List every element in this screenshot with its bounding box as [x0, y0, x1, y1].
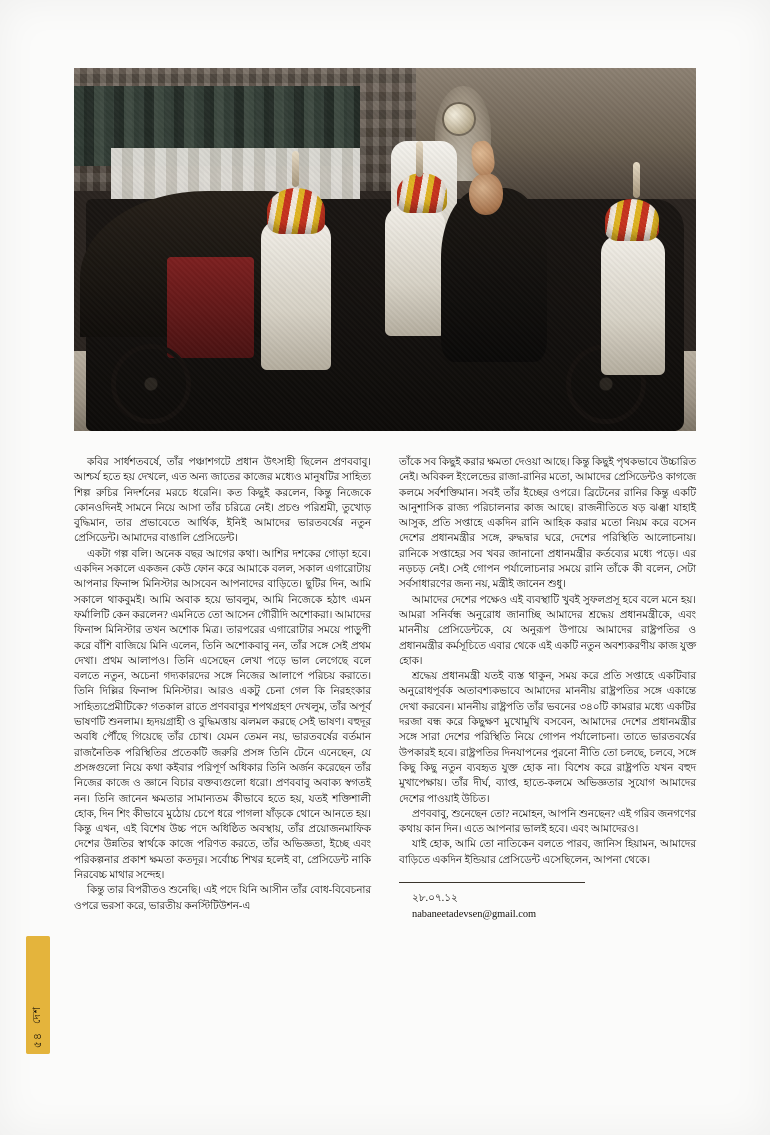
page-side-tab	[26, 936, 50, 1054]
paragraph: কিন্তু তার বিপরীতও শুনেছি। এই পদে যিনি আসীন তাঁর বোধ-বিবেচনার ওপরে ভরসা করে, ভারতীয় কনস্টিটিউশন-এ	[74, 885, 371, 912]
photo-rider-right	[601, 235, 665, 375]
turban-plume-right	[633, 162, 640, 198]
page-number: ৫৪	[31, 1031, 44, 1048]
turban-plume-left	[292, 151, 299, 187]
carriage-wheel-left	[111, 344, 191, 424]
photo-rider-centre	[385, 206, 445, 336]
author-email[interactable]: nabaneetadevsen@gmail.com	[412, 909, 537, 921]
page-side-tab-inner	[26, 936, 50, 1054]
photo-president-figure	[441, 188, 547, 362]
paragraph: তাঁকে সব কিছুই করার ক্ষমতা দেওয়া আছে। কিন্তু কিছুই পৃথকভাবে উচ্চারিত নেই। অবিকল ইংলেন্ডের রাজা-রানির মতো, আমাদের প্রেসিডেন্টও কাগজে কলমে সর্বশক্তিমান। সবই তাঁর ইচ্ছের ওপরে। ব্রিটেনের রানির কিন্তু একটি আনুশাসিক রাজ্য পরিচালনার কাজ আছে। রাজনীতিতে ষড় ঝঞ্ঝা যাহাই আসুক, প্রতি সপ্তাহে একদিন রানি আহিক করার মতো নিয়ম করে বসেন দেশের প্রধানমন্ত্রীর সঙ্গে, রুদ্ধদ্বার ঘরে, দেশের পরিস্থিতি আলোচনায়। রানিকে সপ্তাহের সব খবর জানানো প্রধানমন্ত্রীর কর্তব্যের মধ্যে পড়ে। এর নড়চড় নেই। সেই গোপন পর্যালোচনার সময়ে রানি তাঁকে কী বলেন, সেটা সর্বসাধারণের জন্য নয়, মন্ত্রীই জানেন শুধু।	[399, 457, 696, 591]
paragraph: কবির সার্ধশতবর্ষে, তাঁর পঞ্চাশগটে প্রধান উৎসাহী ছিলেন প্রণববাবু। আশ্চর্য হতে হয় দেখলে, এত অন্য জাতের কাজের মধ্যেও মানুষটির সাহিত্য শিল্প রুচির নিদর্শনের মরচে ধরেনি। কত কিছুই করলেন, কিন্তু নিজেকে কোনওদিনই সামনে নিয়ে আসা তাঁর চরিত্রে নেই। প্রচণ্ড পরিশ্রমী, তুখোড় বুদ্ধিমান, তার প্রভাবেতে আর্থিক, ইনিই আমাদের ভারতবর্ষের নতুন প্রেসিডেন্ট। আমাদের বাঙালি প্রেসিডেন্ট।	[74, 457, 371, 545]
photo-canvas	[74, 68, 696, 431]
article-body	[74, 455, 696, 1075]
text-column-right	[399, 455, 696, 1075]
paragraph: প্রণববাবু, শুনেছেন তো? নমোহন, আপনি শুনছেন? এই গরিব জনগণের কথায় কান দিন। এতে আপনার ভালই হবে। এবং আমাদেরও।	[399, 808, 696, 836]
article-date: ২৮.০৭.১২	[412, 893, 458, 905]
photo-president-head	[469, 173, 503, 215]
photo-rider-left	[261, 220, 331, 370]
signature-divider	[399, 882, 585, 883]
paragraph: শ্রদ্ধেয় প্রধানমন্ত্রী যতই ব্যস্ত থাকুন, সময় করে প্রতি সপ্তাহে একটিবার অনুরোধপূর্বক অতাবশ্যকভাবে আমাদের মাননীয় রাষ্ট্রপতির সঙ্গে একান্তে দেখা করবেন। মাননীয় রাষ্ট্রপতি তাঁর ভবনের ৩৪০টি কামরার মধ্যে একটির দরজা বন্ধ করে কিছুক্ষণ মুখোমুখি বসবেন, আমাদের দেশের প্রধানমন্ত্রীর সঙ্গে সারা দেশের পরিস্থিতি নিয়ে গোপন পর্যালোচনা। তাতে ভারতবর্ষের উপকারই হবে। রাষ্ট্রপতির দিনযাপনের পুরনো নীতি তো চলছে, চলবে, সঙ্গে কিছু কিছু নতুন ব্যবহৃত যুক্ত হোক না। বিশেষ করে রাষ্ট্রপতি যখন বহুদ মুখাপেক্ষায়। তাঁর দীর্ঘ, ব্যাপ্ত, হাতে-কলমে অভিজ্ঞতার সুযোগ আমাদের দেশের পাওয়াই উচিত।	[399, 671, 696, 805]
turban-plume-centre	[416, 141, 423, 177]
ceremonial-turban-icon-left	[267, 188, 325, 234]
ceremonial-turban-icon-right	[605, 199, 659, 241]
paragraph: একটা গল্প বলি। অনেক বছর আগের কথা। আশির দশকের গোড়া হবে। একদিন সকালে একজন কেউ ফোন করে আমাকে বলল, সকাল এগারোটায় আপনার ফিনান্স মিনিস্টার আসবেন আপনাদের বাড়িতে। ছুটির দিন, আমি সকালে থাকবুমই। আমি অবাক হয়ে ভাবলুম, আমি নিজেকে হঠাৎ এমন ফর্মালিটি কেন করলেন? এমনিতে তো আসেন গৌরীদি অশোকরা। আমাদের ফিনান্স মিনিস্টার তখন অশোক মিত্র। তারপরের এগারোটার সময়ে পাড়ুপী করে বাঁশি বাজিয়ে মিনি এলেন, তিনি অশোকবাবু নন, তাঁর সঙ্গে সেই প্রথম দেখা। প্রথম আলাপও। তিনি এসেছেন লেখা পড়ে ভাল লেগেছে বলে বলতে নতুন, অচেনা গদ্যকারদের সঙ্গে নিজের আলাপে পরিচয় করাতে। তিনি দিল্লির ফিনান্স মিনিস্টার। আরও একটু চেনা গেল কি নিরহংকার সাহিত্যপ্রেমীটিকে? গতকাল রাতে প্রণববাবুর শপথগ্রহণ দেখলুম, তাঁর অপূর্ব ভাষণটি শুনলাম। হৃদয়গ্রাহী ও বুদ্ধিমত্তায় ঝলমল করছে সেই ভাষণ। বহুদূর অবধি পৌঁছে গিয়েছে তাঁর চোখ। যেমন তেমন নয়, ভারতবর্ষের বর্তমান রাজনৈতিক পরিস্থিতির প্রতেকটি জরুরি প্রসঙ্গ তিনি টেনে এনেছেন, যে প্রসঙ্গগুলো নিয়ে কথা কইবার পরিপূর্ণ অধিকার তিনি অর্জন করেছেন তাঁর নিজের কাজে ও জ্ঞানে বিচার বক্তব্যগুলো ধরো। প্রণববাবু অবাক্য স্বগতই নন। তিনি জানেন ক্ষমতার সামান্যতম কীভাবে হতে হয়, যতই শক্তিশালী হোক, দিন শিং কীভাবে মুঠোয় চেপে ধরে পাগলা ষাঁড়কে থোনে আনতে হয়। কিন্তু এখন, এই বিশেষ উচ্চ পদে অধিষ্ঠিত অবস্থায়, তাঁর প্রয়োজনমাফিক দেশের উন্নতির স্বার্থকে কাজে পরিণত করতে, তাঁর অভিজ্ঞতা, ইচ্ছে এবং পরিকল্পনার প্রকাশ ক্ষমতা কতদূর। সর্বোচ্চ শিখর হলেই বা, প্রেসিডেন্ট নাকি নিরবেচ্চ মাথার সন্দেহ।	[74, 548, 371, 882]
paragraph: আমাদের দেশের পক্ষেও এই ব্যবস্থাটি খুবই সুফলপ্রসূ হবে বলে মনে হয়। আমরা সনির্বন্ধ অনুরোধ জানাচ্ছি আমাদের শ্রদ্ধেয় প্রধানমন্ত্রীকে, এবং মাননীয় প্রেসিডেন্টকে, যে অনুরূপ উপায়ে আমাদের রাষ্ট্রপতির ও প্রধানমন্ত্রীর কর্মসূচিতে এবার থেকে এই একটি নতুন অবশ্যকরণীয় কাজ যুক্ত হোক।	[399, 594, 696, 667]
text-column-left	[74, 455, 371, 1075]
paragraph: যাই হোক, আমি তো নাতিকেন বলতে পারব, জানিস হিয়ামন, আমাদের বাড়িতে একদিন ইন্ডিয়ার প্রেসিডেন্ট এসেছিলেন, আপনা থেকে।	[399, 839, 696, 866]
article-photograph	[74, 68, 696, 431]
magazine-name: দেশ	[31, 1005, 43, 1024]
ceremonial-turban-icon-centre	[397, 173, 447, 213]
photo-carriage-seat	[167, 257, 254, 359]
